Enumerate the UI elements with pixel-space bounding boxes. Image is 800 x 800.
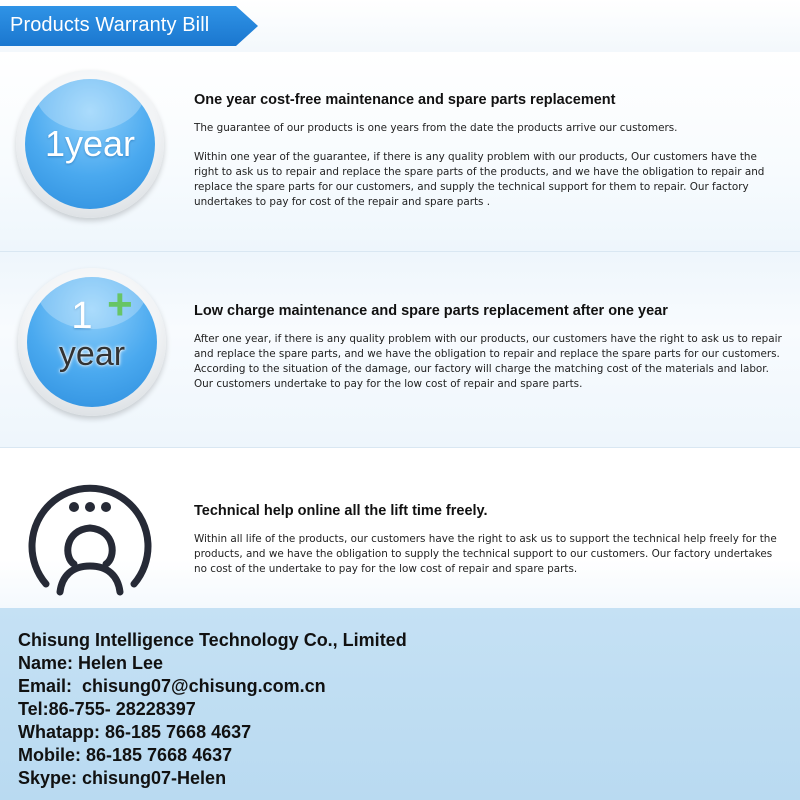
- contact-skype: Skype: chisung07-Helen: [18, 768, 227, 788]
- plus-icon: +: [107, 280, 133, 329]
- section-paragraph: After one year, if there is any quality problem with our products, our customers have the right to ask us to repair and replace the spare parts, and we have the obligation to repair and replace the spare parts for our customers. According to the situation of the damage, our factory will charge the matching cost of the materials and labor. Our customers undertake to pay for the low cost of repair and spare parts.: [194, 333, 782, 390]
- section-paragraph: Within one year of the guarantee, if there is any quality problem with our products, Our customers have the right to ask us to repair and replace the spare parts of the products, and we have the obligation to repair and replace the spare parts for our customers, and supply the technical support for them to repair. Our factory undertakes to pay for cost of the repair and spare parts .: [194, 151, 765, 208]
- section-heading: One year cost-free maintenance and spare parts replacement: [194, 92, 616, 108]
- badge-face: [25, 79, 155, 209]
- section-paragraph: The guarantee of our products is one years from the date the products arrive our customers.: [194, 122, 678, 134]
- badge-label: 1year: [44, 123, 136, 164]
- contact-email[interactable]: Email: chisung07@chisung.com.cn: [18, 676, 326, 696]
- one-plus-year-badge-icon: [18, 268, 166, 416]
- person-chat-icon: [24, 480, 156, 598]
- badge-word: year: [58, 335, 126, 373]
- contact-tel: Tel:86-755- 28228397: [18, 699, 196, 719]
- contact-name: Name: Helen Lee: [18, 653, 164, 673]
- contact-whatsapp: Whatapp: 86-185 7668 4637: [18, 722, 252, 742]
- badge-number: 1: [71, 295, 93, 337]
- section-heading: Low charge maintenance and spare parts replacement after one year: [194, 303, 668, 319]
- company-name: Chisung Intelligence Technology Co., Limited: [18, 630, 407, 650]
- section-paragraph: Within all life of the products, our customers have the right to ask us to support the technical help freely for the products, and we have the obligation to supply the technical support to our customers. Our factory undertakes no cost of the undertake to pay for the low cost of repair and spare parts.: [194, 533, 777, 575]
- page-title: Products Warranty Bill: [10, 14, 210, 36]
- contact-mobile: Mobile: 86-185 7668 4637: [18, 745, 233, 765]
- contact-footer: [0, 608, 800, 800]
- one-year-badge-icon: [16, 70, 164, 218]
- badge-face: [27, 277, 157, 407]
- section-heading: Technical help online all the lift time freely.: [194, 503, 488, 519]
